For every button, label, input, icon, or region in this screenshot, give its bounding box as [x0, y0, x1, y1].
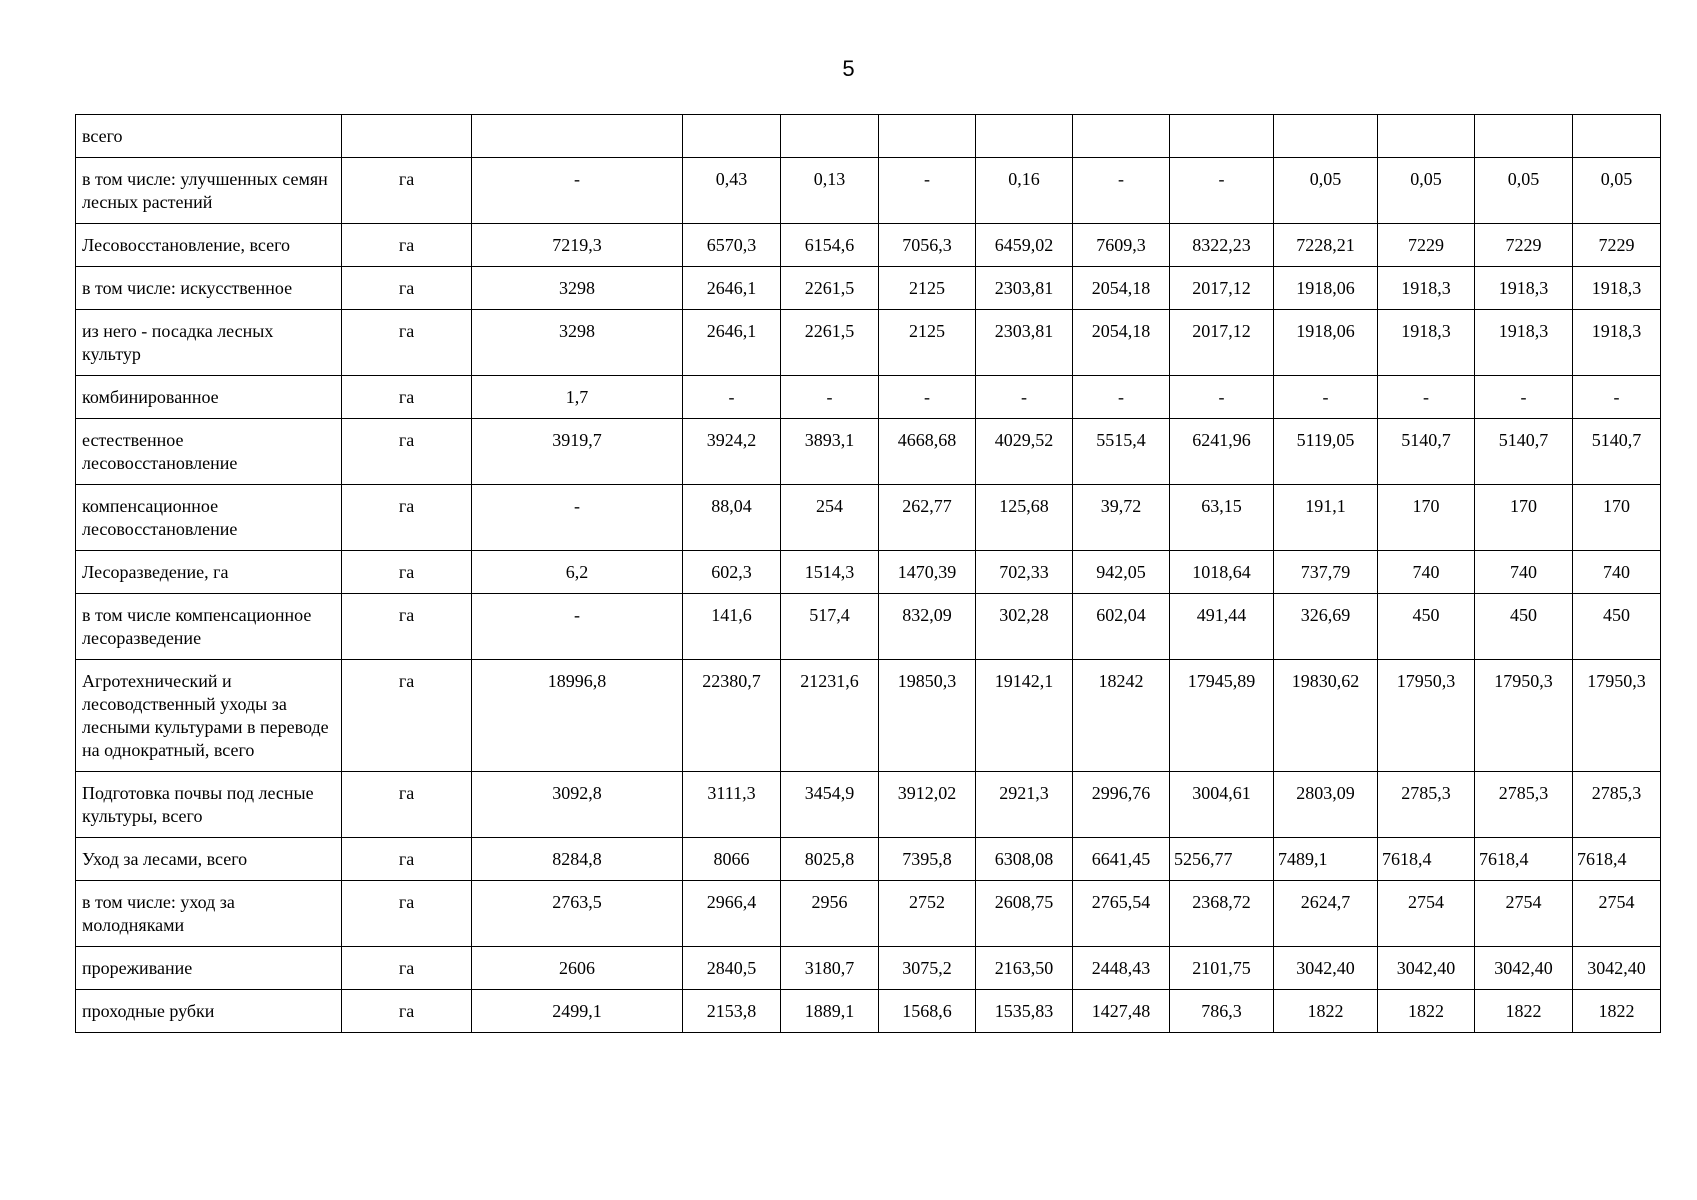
table-cell: - [472, 594, 683, 660]
page-number: 5 [842, 56, 855, 81]
table-cell: 2752 [879, 881, 976, 947]
row-unit: га [342, 838, 472, 881]
table-cell: 2054,18 [1073, 310, 1170, 376]
row-unit: га [342, 267, 472, 310]
table-cell: 2803,09 [1274, 772, 1378, 838]
table-cell: 8322,23 [1170, 224, 1274, 267]
row-label: Уход за лесами, всего [76, 838, 342, 881]
table-cell: 0,05 [1274, 158, 1378, 224]
table-cell: 3042,40 [1378, 947, 1475, 990]
table-cell: 2840,5 [683, 947, 781, 990]
table-cell: 2303,81 [976, 310, 1073, 376]
table-cell: 450 [1475, 594, 1573, 660]
row-label: Подготовка почвы под лесные культуры, всего [76, 772, 342, 838]
table-cell: 602,3 [683, 551, 781, 594]
table-cell: 5140,7 [1378, 419, 1475, 485]
table-cell: 17950,3 [1475, 660, 1573, 772]
table-cell: 39,72 [1073, 485, 1170, 551]
table-cell: 2956 [781, 881, 879, 947]
table-cell: - [1170, 376, 1274, 419]
table-cell: 1822 [1573, 990, 1661, 1033]
table-cell: 1535,83 [976, 990, 1073, 1033]
row-label: проходные рубки [76, 990, 342, 1033]
table-cell: 3912,02 [879, 772, 976, 838]
table-cell: 2624,7 [1274, 881, 1378, 947]
table-cell: 740 [1573, 551, 1661, 594]
table-cell: 2153,8 [683, 990, 781, 1033]
table-cell: - [1170, 158, 1274, 224]
table-cell: 3042,40 [1573, 947, 1661, 990]
table-cell: 262,77 [879, 485, 976, 551]
table-cell: 2163,50 [976, 947, 1073, 990]
table-cell: 2125 [879, 267, 976, 310]
table-cell: 5140,7 [1573, 419, 1661, 485]
table-cell: 0,05 [1475, 158, 1573, 224]
table-cell: 170 [1475, 485, 1573, 551]
table-cell: 1918,3 [1573, 310, 1661, 376]
row-unit: га [342, 485, 472, 551]
table-cell: 3298 [472, 310, 683, 376]
table-row [76, 947, 1661, 990]
table-cell: 19850,3 [879, 660, 976, 772]
table-cell [879, 115, 976, 158]
table-cell: 2368,72 [1170, 881, 1274, 947]
table-cell: 740 [1378, 551, 1475, 594]
row-label: Лесоразведение, га [76, 551, 342, 594]
table-cell: 1822 [1274, 990, 1378, 1033]
table-row [76, 838, 1661, 881]
table-cell: 6154,6 [781, 224, 879, 267]
row-label: естественное лесовосстановление [76, 419, 342, 485]
table-cell: 4668,68 [879, 419, 976, 485]
row-label: из него - посадка лесных культур [76, 310, 342, 376]
table-cell: 737,79 [1274, 551, 1378, 594]
table-cell: - [683, 376, 781, 419]
table-cell: 491,44 [1170, 594, 1274, 660]
table-cell [1475, 115, 1573, 158]
table-cell: 3075,2 [879, 947, 976, 990]
table-cell: 6241,96 [1170, 419, 1274, 485]
table-cell: 18242 [1073, 660, 1170, 772]
table-cell: 254 [781, 485, 879, 551]
table-cell: 7618,4 [1573, 838, 1661, 881]
row-unit: га [342, 947, 472, 990]
table-cell: 1470,39 [879, 551, 976, 594]
table-cell: 2608,75 [976, 881, 1073, 947]
table-cell: 1918,3 [1378, 310, 1475, 376]
table-cell: 2763,5 [472, 881, 683, 947]
table-cell: 1889,1 [781, 990, 879, 1033]
table-cell: 3092,8 [472, 772, 683, 838]
table-cell: 2921,3 [976, 772, 1073, 838]
table-row [76, 772, 1661, 838]
table-cell: 2499,1 [472, 990, 683, 1033]
table-row [76, 267, 1661, 310]
table-cell: 6,2 [472, 551, 683, 594]
row-unit: га [342, 594, 472, 660]
row-unit: га [342, 660, 472, 772]
row-label: прореживание [76, 947, 342, 990]
table-cell: - [879, 158, 976, 224]
table-cell: 88,04 [683, 485, 781, 551]
table-cell: 832,09 [879, 594, 976, 660]
table-cell: 517,4 [781, 594, 879, 660]
row-unit: га [342, 376, 472, 419]
table-cell: 3919,7 [472, 419, 683, 485]
row-label: в том числе: уход за молодняками [76, 881, 342, 947]
table-cell: 942,05 [1073, 551, 1170, 594]
table-cell: - [1073, 158, 1170, 224]
table-cell: 17945,89 [1170, 660, 1274, 772]
row-label: в том числе: искусственное [76, 267, 342, 310]
table-cell: 17950,3 [1378, 660, 1475, 772]
table-cell: 602,04 [1073, 594, 1170, 660]
table-cell: 2754 [1573, 881, 1661, 947]
row-unit: га [342, 310, 472, 376]
table-cell: 2785,3 [1573, 772, 1661, 838]
table-cell: 1427,48 [1073, 990, 1170, 1033]
table-cell: 7228,21 [1274, 224, 1378, 267]
table-cell: 2966,4 [683, 881, 781, 947]
table-row [76, 224, 1661, 267]
row-label: Агротехнический и лесоводственный уходы за лесными культурами в переводе на однократный, всего [76, 660, 342, 772]
table-cell: 3180,7 [781, 947, 879, 990]
table-cell: 2101,75 [1170, 947, 1274, 990]
table-cell: 1918,3 [1475, 267, 1573, 310]
table-cell: 1918,3 [1573, 267, 1661, 310]
row-unit: га [342, 419, 472, 485]
table-cell: 1918,06 [1274, 310, 1378, 376]
table-cell: 2785,3 [1378, 772, 1475, 838]
table-row [76, 376, 1661, 419]
table-cell: 2996,76 [1073, 772, 1170, 838]
table-cell: 2261,5 [781, 310, 879, 376]
table-cell: 786,3 [1170, 990, 1274, 1033]
table-cell: 22380,7 [683, 660, 781, 772]
table-row [76, 115, 1661, 158]
table-row [76, 419, 1661, 485]
table-cell: 5119,05 [1274, 419, 1378, 485]
table-cell: 125,68 [976, 485, 1073, 551]
table-cell: 7229 [1378, 224, 1475, 267]
table-cell: 6459,02 [976, 224, 1073, 267]
table-cell: 702,33 [976, 551, 1073, 594]
table-body [76, 115, 1661, 1033]
table-cell: 21231,6 [781, 660, 879, 772]
table-cell: 2785,3 [1475, 772, 1573, 838]
table-cell: 450 [1378, 594, 1475, 660]
table-cell: 450 [1573, 594, 1661, 660]
table-cell [781, 115, 879, 158]
table-cell: 302,28 [976, 594, 1073, 660]
table-cell: 3298 [472, 267, 683, 310]
table-cell: 4029,52 [976, 419, 1073, 485]
table-cell: 1,7 [472, 376, 683, 419]
table-cell: 5140,7 [1475, 419, 1573, 485]
table-cell: 141,6 [683, 594, 781, 660]
table-cell: 1918,3 [1378, 267, 1475, 310]
table-row [76, 551, 1661, 594]
table-cell: 2754 [1378, 881, 1475, 947]
table-cell: - [1475, 376, 1573, 419]
table-cell: 3111,3 [683, 772, 781, 838]
table-cell: 7618,4 [1378, 838, 1475, 881]
table-cell: 2754 [1475, 881, 1573, 947]
table-cell: - [472, 158, 683, 224]
row-label: комбинированное [76, 376, 342, 419]
table-cell: 7229 [1475, 224, 1573, 267]
table-cell: 3893,1 [781, 419, 879, 485]
table-cell: 7609,3 [1073, 224, 1170, 267]
table-cell: 1918,06 [1274, 267, 1378, 310]
table-cell: 7056,3 [879, 224, 976, 267]
table-cell: 2125 [879, 310, 976, 376]
table-cell: 2765,54 [1073, 881, 1170, 947]
table-cell: 8284,8 [472, 838, 683, 881]
row-label: Лесовосстановление, всего [76, 224, 342, 267]
table-cell: 2054,18 [1073, 267, 1170, 310]
table-cell: 0,43 [683, 158, 781, 224]
table-cell: 2261,5 [781, 267, 879, 310]
row-unit: га [342, 772, 472, 838]
table-cell: 170 [1378, 485, 1475, 551]
table-cell: 7229 [1573, 224, 1661, 267]
row-unit: га [342, 990, 472, 1033]
table-cell: 6570,3 [683, 224, 781, 267]
table-cell: 0,05 [1573, 158, 1661, 224]
table-cell: 1514,3 [781, 551, 879, 594]
table-cell: 326,69 [1274, 594, 1378, 660]
table-row [76, 485, 1661, 551]
table-cell: 7489,1 [1274, 838, 1378, 881]
table-cell [683, 115, 781, 158]
table-cell: 2448,43 [1073, 947, 1170, 990]
table-cell: 1568,6 [879, 990, 976, 1033]
table-cell: 1018,64 [1170, 551, 1274, 594]
table-cell: - [1378, 376, 1475, 419]
row-label: в том числе: улучшенных семян лесных растений [76, 158, 342, 224]
table-cell: 7219,3 [472, 224, 683, 267]
table-cell: 17950,3 [1573, 660, 1661, 772]
table-cell: 3454,9 [781, 772, 879, 838]
table-cell: 2017,12 [1170, 267, 1274, 310]
table-cell [1573, 115, 1661, 158]
table-cell: 6308,08 [976, 838, 1073, 881]
table-row [76, 594, 1661, 660]
table-cell: - [472, 485, 683, 551]
table-cell: 2646,1 [683, 267, 781, 310]
table-cell: 3042,40 [1274, 947, 1378, 990]
table-cell: 7395,8 [879, 838, 976, 881]
table-row [76, 660, 1661, 772]
table-cell [472, 115, 683, 158]
table-cell: 3924,2 [683, 419, 781, 485]
table-cell: 7618,4 [1475, 838, 1573, 881]
row-label: всего [76, 115, 342, 158]
table-cell: - [879, 376, 976, 419]
table-cell: 3042,40 [1475, 947, 1573, 990]
table-cell: 1822 [1378, 990, 1475, 1033]
table-row [76, 310, 1661, 376]
table-cell: 1822 [1475, 990, 1573, 1033]
table-cell: 2303,81 [976, 267, 1073, 310]
table-cell [1170, 115, 1274, 158]
table-cell: 19142,1 [976, 660, 1073, 772]
table-cell: 8025,8 [781, 838, 879, 881]
table-cell [1274, 115, 1378, 158]
table-cell: - [1274, 376, 1378, 419]
row-unit: га [342, 551, 472, 594]
table-cell: 5256,77 [1170, 838, 1274, 881]
table-cell: 1918,3 [1475, 310, 1573, 376]
table-cell [1378, 115, 1475, 158]
table-cell: 5515,4 [1073, 419, 1170, 485]
table-cell: 0,16 [976, 158, 1073, 224]
table-cell: 2017,12 [1170, 310, 1274, 376]
table-row [76, 881, 1661, 947]
table-row [76, 158, 1661, 224]
row-unit: га [342, 881, 472, 947]
table-cell: - [1073, 376, 1170, 419]
table-cell: 0,05 [1378, 158, 1475, 224]
table-cell: 3004,61 [1170, 772, 1274, 838]
row-label: компенсационное лесовосстановление [76, 485, 342, 551]
row-unit: га [342, 158, 472, 224]
table-cell: 740 [1475, 551, 1573, 594]
table-cell: - [781, 376, 879, 419]
row-label: в том числе компенсационное лесоразведение [76, 594, 342, 660]
table-cell: 6641,45 [1073, 838, 1170, 881]
table-row [76, 990, 1661, 1033]
table-cell [1073, 115, 1170, 158]
row-unit: га [342, 224, 472, 267]
table-cell: 2646,1 [683, 310, 781, 376]
table-cell: 8066 [683, 838, 781, 881]
table-cell: - [1573, 376, 1661, 419]
table-cell: 170 [1573, 485, 1661, 551]
table-cell: 63,15 [1170, 485, 1274, 551]
table-cell [976, 115, 1073, 158]
table-cell: 191,1 [1274, 485, 1378, 551]
table-cell: 18996,8 [472, 660, 683, 772]
data-table [75, 114, 1661, 1033]
table-cell: - [976, 376, 1073, 419]
table-cell: 19830,62 [1274, 660, 1378, 772]
row-unit [342, 115, 472, 158]
table-cell: 2606 [472, 947, 683, 990]
table-cell: 0,13 [781, 158, 879, 224]
